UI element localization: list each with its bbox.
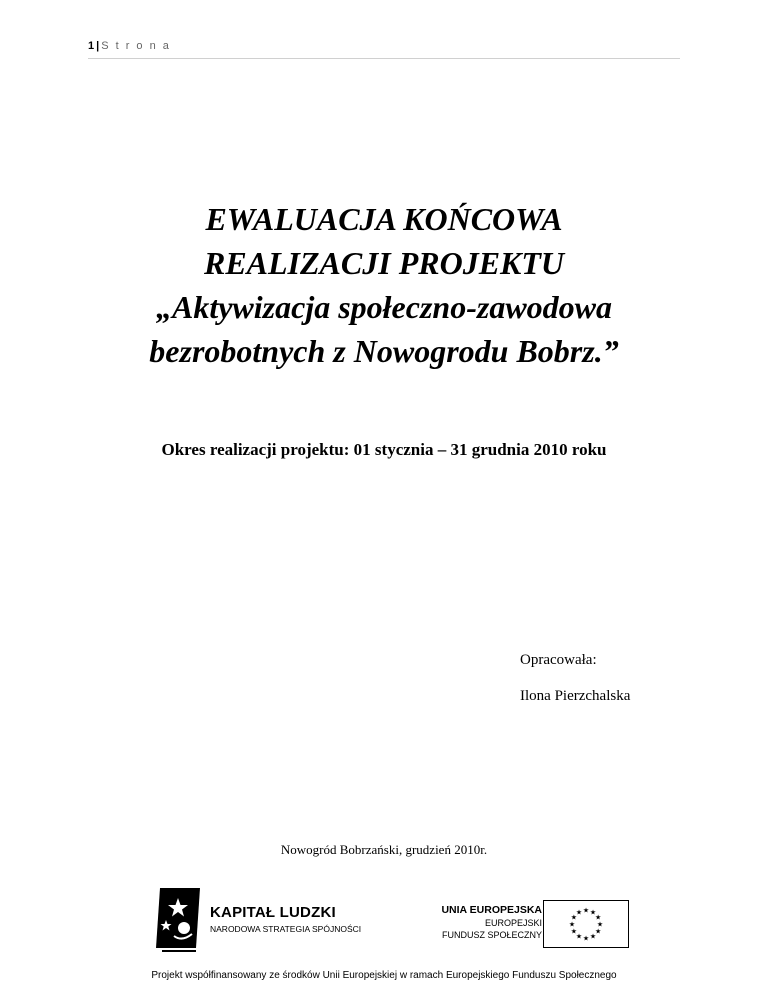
kapital-ludzki-logo (152, 884, 372, 952)
eu-star-icon: ★ (570, 927, 578, 936)
eu-star-icon: ★ (575, 908, 583, 917)
kapital-ludzki-mark-icon (152, 884, 204, 952)
eu-star-icon: ★ (582, 934, 590, 943)
eu-star-icon: ★ (570, 913, 578, 922)
kapital-ludzki-title: KAPITAŁ LUDZKI (210, 904, 336, 921)
page-number: 1 (88, 40, 95, 52)
eu-star-icon: ★ (589, 908, 597, 917)
eu-logo-line-3: FUNDUSZ SPOŁECZNY (441, 930, 542, 940)
page-header (88, 40, 678, 52)
title-line-1: EWALUACJA KOŃCOWA (205, 201, 563, 237)
project-period: Okres realizacji projektu: 01 stycznia – 31 grudnia 2010 roku (161, 440, 607, 459)
author-name: Ilona Pierzchalska (520, 688, 631, 704)
title-line-3: „Aktywizacja społeczno-zawodowa (155, 289, 612, 325)
eu-star-icon: ★ (594, 927, 602, 936)
eu-flag-icon (543, 900, 629, 948)
footer-note: Projekt współfinansowany ze środków Unii Europejskiej w ramach Europejskiego Funduszu Społecznego (151, 970, 617, 981)
eu-star-icon: ★ (568, 920, 576, 929)
document-title (0, 197, 768, 373)
eu-logo-text (441, 904, 542, 941)
eu-star-icon: ★ (582, 906, 590, 915)
eu-star-icon: ★ (596, 920, 604, 929)
kapital-ludzki-subtitle: NARODOWA STRATEGIA SPÓJNOŚCI (210, 924, 362, 934)
eu-stars-icon (544, 901, 628, 947)
title-line-4: bezrobotnych z Nowogrodu Bobrz.” (149, 333, 619, 369)
eu-star-icon: ★ (594, 913, 602, 922)
eu-star-icon: ★ (575, 932, 583, 941)
title-line-2: REALIZACJI PROJEKTU (203, 245, 565, 281)
page-header-separator: | (96, 40, 100, 52)
place-date: Nowogród Bobrzański, grudzień 2010r. (280, 842, 488, 857)
eu-logo-line-2: EUROPEJSKI (484, 918, 542, 928)
eu-star-icon: ★ (589, 932, 597, 941)
page-label: S t r o n a (101, 40, 171, 52)
eu-logo (408, 898, 638, 948)
eu-logo-line-1: UNIA EUROPEJSKA (441, 904, 542, 916)
header-divider (88, 58, 680, 59)
author-role: Opracowała: (520, 652, 597, 668)
